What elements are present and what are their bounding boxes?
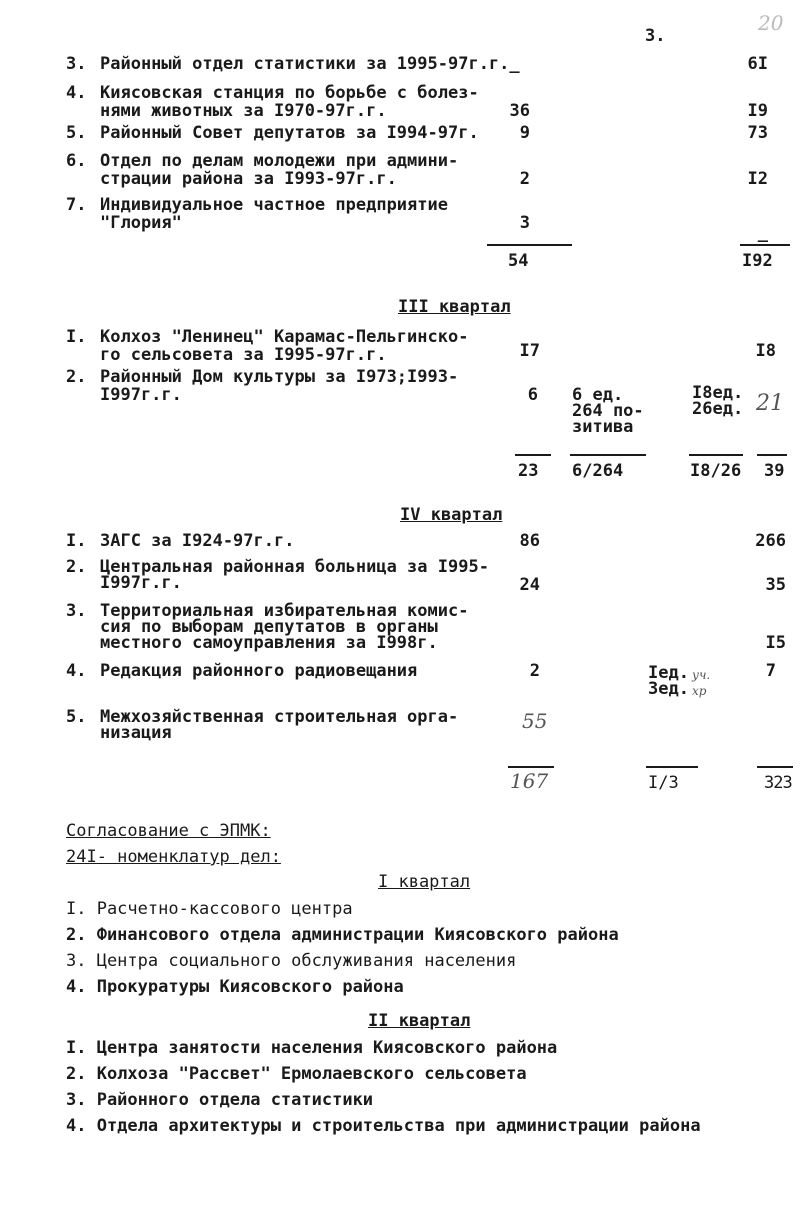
handwritten-note: хр <box>692 684 707 698</box>
handwritten-note: уч. <box>692 668 711 682</box>
count-files-c: зитива <box>572 417 634 437</box>
list-item-text: Районный отдел статистики за 1995-97г.г._ <box>100 54 520 74</box>
approval-item: I. Центра занятости населения Киясовского района <box>66 1038 558 1058</box>
approval-item: 3. Центра социального обслуживания населения <box>66 951 517 971</box>
count-files-b: 35 <box>765 575 786 595</box>
list-item-number: 3. <box>66 601 87 621</box>
count-files-c: 6 ед. <box>572 385 624 405</box>
section-heading-approval-q1: I квартал <box>378 872 471 892</box>
approval-item: 2. Колхоза "Рассвет" Ермолаевского сельсовета <box>66 1064 527 1084</box>
list-item-text: Районный Дом культуры за I973;I993- <box>100 367 459 387</box>
total-rule-c <box>570 454 646 456</box>
count-files-a: 9 <box>519 123 530 143</box>
list-item-text: местного самоуправления за I998г. <box>100 633 438 653</box>
total-b: 39 <box>764 461 785 481</box>
list-item-number: 7. <box>66 195 87 215</box>
list-item-number: I. <box>66 531 87 551</box>
section-heading-approval-q2: II квартал <box>368 1011 471 1031</box>
list-item-text: Центральная районная больница за I995- <box>100 557 489 577</box>
archive-sheet-number: 20 <box>758 11 784 35</box>
list-item-text: сия по выборам депутатов в органы <box>100 617 438 637</box>
list-item-text: страции района за I993-97г.г. <box>100 169 397 189</box>
section-heading-q3: III квартал <box>398 297 511 317</box>
count-files-a: 3 <box>519 213 530 233</box>
approval-item: 4. Отдела архитектуры и строительства при администрации района <box>66 1116 701 1136</box>
list-item-text: Колхоз "Ленинец" Карамас-Пельгинско- <box>100 327 469 347</box>
total-rule-a <box>487 244 572 246</box>
list-item-number: 6. <box>66 151 87 171</box>
count-files-b: I8 <box>755 341 776 361</box>
count-files-c: 264 по- <box>572 401 644 421</box>
list-item-text: I997г.г. <box>100 385 182 405</box>
list-item-text: Индивидуальное частное предприятие <box>100 195 448 215</box>
total-a-handwritten: 167 <box>510 769 549 793</box>
total-rule-c <box>646 766 698 768</box>
count-files-d: I8ед. <box>692 383 744 403</box>
count-files-a: 2 <box>529 661 540 681</box>
list-item-text: Районный Совет депутатов за I994-97г. <box>100 123 479 143</box>
total-rule-b <box>740 244 790 246</box>
list-item-text: Межхозяйственная строительная орга- <box>100 707 459 727</box>
total-d: I8/26 <box>690 461 742 481</box>
total-c: I/3 <box>648 773 679 793</box>
count-files-b: 6I <box>747 54 768 74</box>
list-item-number: 3. <box>66 54 87 74</box>
count-files-b: 7 <box>765 661 776 681</box>
list-item-number: I. <box>66 327 87 347</box>
list-item-number: 4. <box>66 83 87 103</box>
list-item-text: ЗАГС за I924-97г.г. <box>100 531 295 551</box>
page-number: 3. <box>645 26 666 46</box>
list-item-text: го сельсовета за I995-97г.г. <box>100 345 387 365</box>
count-files-a: 2 <box>519 169 530 189</box>
count-files-b: I5 <box>765 633 786 653</box>
total-rule-a <box>508 766 554 768</box>
count-files-c: 3ед. <box>648 679 689 699</box>
list-item-number: 5. <box>66 707 87 727</box>
count-files-a: 6 <box>527 385 538 405</box>
count-files-d: 26ед. <box>692 399 744 419</box>
list-item-text: Отдел по делам молодежи при админи- <box>100 151 459 171</box>
list-item-number: 2. <box>66 557 87 577</box>
count-files-b: I9 <box>747 101 768 121</box>
count-files-a: 86 <box>519 531 540 551</box>
list-item-number: 5. <box>66 123 87 143</box>
total-c: 6/264 <box>572 461 624 481</box>
list-item-number: 2. <box>66 367 87 387</box>
approval-item: 4. Прокуратуры Киясовского района <box>66 977 404 997</box>
list-item-text: низация <box>100 723 172 743</box>
total-b: I92 <box>742 251 773 271</box>
total-rule-b <box>757 454 787 456</box>
total-rule-d <box>689 454 743 456</box>
count-files-c: Iед. <box>648 663 689 683</box>
list-item-text: нями животных за I970-97г.г. <box>100 101 387 121</box>
list-item-text: Редакция районного радиовещания <box>100 661 418 681</box>
section-heading-q4: IV квартал <box>400 505 503 525</box>
list-item-text: Территориальная избирательная комис- <box>100 601 469 621</box>
count-files-a: 24 <box>519 575 540 595</box>
total-a: 23 <box>518 461 539 481</box>
total-rule-b <box>757 766 793 768</box>
approval-item: 2. Финансового отдела администрации Киясовского района <box>66 925 619 945</box>
count-files-a: I7 <box>519 341 540 361</box>
count-files-b: 73 <box>747 123 768 143</box>
list-item-number: 4. <box>66 661 87 681</box>
count-files-b: _ <box>757 223 768 243</box>
list-item-text: "Глория" <box>100 213 182 233</box>
count-files-a: 36 <box>509 101 530 121</box>
total-a: 54 <box>508 251 529 271</box>
list-item-text: I997г.г. <box>100 573 182 593</box>
list-item-text: Киясовская станция по борьбе с болез- <box>100 83 479 103</box>
handwritten-count: 55 <box>522 709 548 733</box>
count-files-b: I2 <box>747 169 768 189</box>
approval-title: Согласование с ЭПМК: <box>66 821 271 841</box>
handwritten-count: 21 <box>756 391 784 416</box>
approval-subtitle: 24I- номенклатур дел: <box>66 847 281 867</box>
total-rule-a <box>515 454 551 456</box>
approval-item: 3. Районного отдела статистики <box>66 1090 374 1110</box>
total-b: 323 <box>764 773 792 793</box>
count-files-b: 266 <box>755 531 786 551</box>
approval-item: I. Расчетно-кассового центра <box>66 899 353 919</box>
